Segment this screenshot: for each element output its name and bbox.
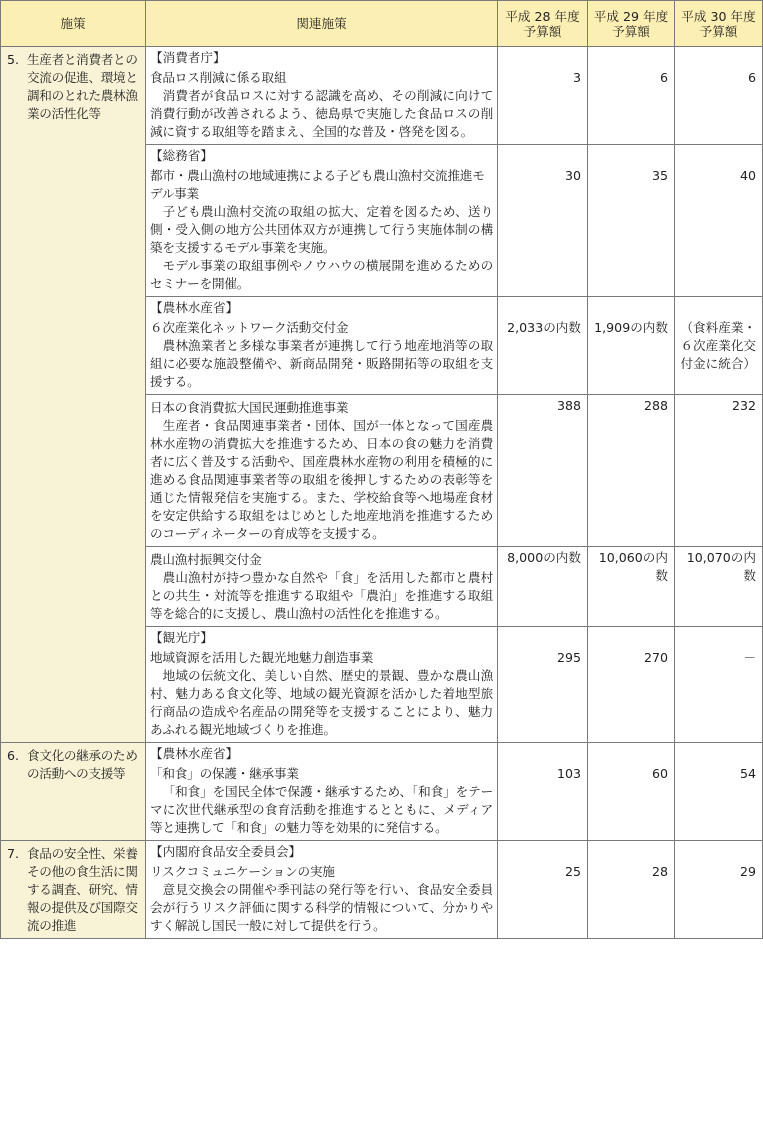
program-title: 農山漁村振興交付金 [150,552,262,567]
fy30-value: 40 [675,145,763,297]
fy30-value: － [675,627,763,743]
ministry-label: 【内閣府食品安全委員会】 [150,844,302,859]
policy-name: 生産者と消費者との交流の促進、環境と調和のとれた農林漁業の活性化等 [27,52,138,121]
ministry-label: 【消費者庁】 [150,50,226,65]
header-fy29: 平成 29 年度 予算額 [588,1,675,47]
program-title: 日本の食消費拡大国民運動推進事業 [150,400,349,415]
program-body: 農林漁業者と多様な事業者が連携して行う地産地消等の取組に必要な施設整備や、新商品開発・販路開拓等の取組を支援する。 [150,338,493,389]
fy30-value: 6 [675,47,763,145]
program-body: 「和食」を国民全体で保護・継承するため、「和食」をテーマに次世代継承型の食育活動を推進するとともに、メディア等と連携して「和食」の魅力等を効果的に発信する。 [150,784,493,835]
fy28-value: 295 [498,627,588,743]
header-fy28: 平成 28 年度 予算額 [498,1,588,47]
program-title: 都市・農山漁村の地域連携による子ども農山漁村交流推進モデル事業 [150,168,485,201]
program-cell [146,47,498,145]
fy29-value: 28 [588,841,675,939]
fy28-value: 2,033の内数 [498,297,588,395]
fy30-value: 29 [675,841,763,939]
table-row [1,841,763,939]
policy-name: 食文化の継承のための活動への支援等 [27,748,138,781]
program-cell [146,547,498,627]
program-cell [146,743,498,841]
ministry-label: 【観光庁】 [150,630,213,645]
fy29-value: 288 [588,395,675,547]
fy30-value: 232 [675,395,763,547]
policy-name: 食品の安全性、栄養その他の食生活に関する調査、研究、情報の提供及び国際交流の推進 [27,846,138,933]
program-body: 子ども農山漁村交流の取組の拡大、定着を図るため、送り側・受入側の地方公共団体双方が連携して行う実施体制の構築を支援するモデル事業を実施。 [150,204,493,255]
policy-cell: 7. 食品の安全性、栄養その他の食生活に関する調査、研究、情報の提供及び国際交流の推進 [1,841,146,939]
fy30-value: （食料産業・６次産業化交付金に統合） [675,297,763,395]
program-cell [146,145,498,297]
program-cell [146,841,498,939]
program-title: 地域資源を活用した観光地魅力創造事業 [150,650,374,665]
fy29-value: 1,909の内数 [588,297,675,395]
header-related: 関連施策 [146,1,498,47]
program-cell [146,395,498,547]
table-row [1,743,763,841]
program-title: リスクコミュニケーションの実施 [150,864,335,879]
fy28-value: 103 [498,743,588,841]
header-policy: 施策 [1,1,146,47]
fy28-value: 30 [498,145,588,297]
program-body: 意見交換会の開催や季刊誌の発行等を行い、食品安全委員会が行うリスク評価に関する科学的情報について、分かりやすく解説し国民一般に対して提供を行う。 [150,882,493,933]
header-fy30: 平成 30 年度 予算額 [675,1,763,47]
fy30-value: 54 [675,743,763,841]
fy29-value: 270 [588,627,675,743]
program-title: 食品ロス削減に係る取組 [150,70,287,85]
fy28-value: 8,000の内数 [498,547,588,627]
program-body: 農山漁村が持つ豊かな自然や「食」を活用した都市と農村との共生・対流等を推進する取組や「農泊」を推進する取組等を総合的に支援し、農山漁村の活性化を推進する。 [150,570,493,621]
program-body: 地域の伝統文化、美しい自然、歴史的景観、豊かな農山漁村、魅力ある食文化等、地域の観光資源を活かした着地型旅行商品の造成や名産品の開発等を支援することにより、魅力あふれる観光地域づくりを推進。 [150,668,493,737]
header-row [1,1,763,47]
program-cell [146,627,498,743]
ministry-label: 【農林水産省】 [150,300,239,315]
fy30-value: 10,070の内数 [675,547,763,627]
program-cell [146,297,498,395]
fy29-value: 10,060の内数 [588,547,675,627]
program-title: 「和食」の保護・継承事業 [150,766,299,781]
program-title: ６次産業化ネットワーク活動交付金 [150,320,349,335]
ministry-label: 【農林水産省】 [150,746,239,761]
fy28-value: 3 [498,47,588,145]
program-body: 生産者・食品関連事業者・団体、国が一体となって国産農林水産物の消費拡大を推進するため、日本の食の魅力を消費者に広く普及する活動や、国産農林水産物の利用を積極的に進める食品関連事業者等の取組を後押しするための表彰等を通じた情報発信を実施する。また、学校給食等へ地場産食材を安定供給する取組をはじめとした地産地消を推進するためのコーディネーターの育成等を支援する。 [150,418,493,541]
program-body: モデル事業の取組事例やノウハウの横展開を進めるためのセミナーを開催。 [150,258,493,291]
policy-cell: 6. 食文化の継承のための活動への支援等 [1,743,146,841]
fy29-value: 35 [588,145,675,297]
fy29-value: 6 [588,47,675,145]
fy28-value: 388 [498,395,588,547]
policy-cell: 5. 生産者と消費者との交流の促進、環境と調和のとれた農林漁業の活性化等 [1,47,146,743]
ministry-label: 【総務省】 [150,148,213,163]
table-row [1,47,763,145]
fy29-value: 60 [588,743,675,841]
fy28-value: 25 [498,841,588,939]
program-body: 消費者が食品ロスに対する認識を高め、その削減に向けて消費行動が改善されるよう、徳島県で実施した食品ロスの削減に資する取組等を踏まえ、全国的な普及・啓発を図る。 [150,88,493,139]
